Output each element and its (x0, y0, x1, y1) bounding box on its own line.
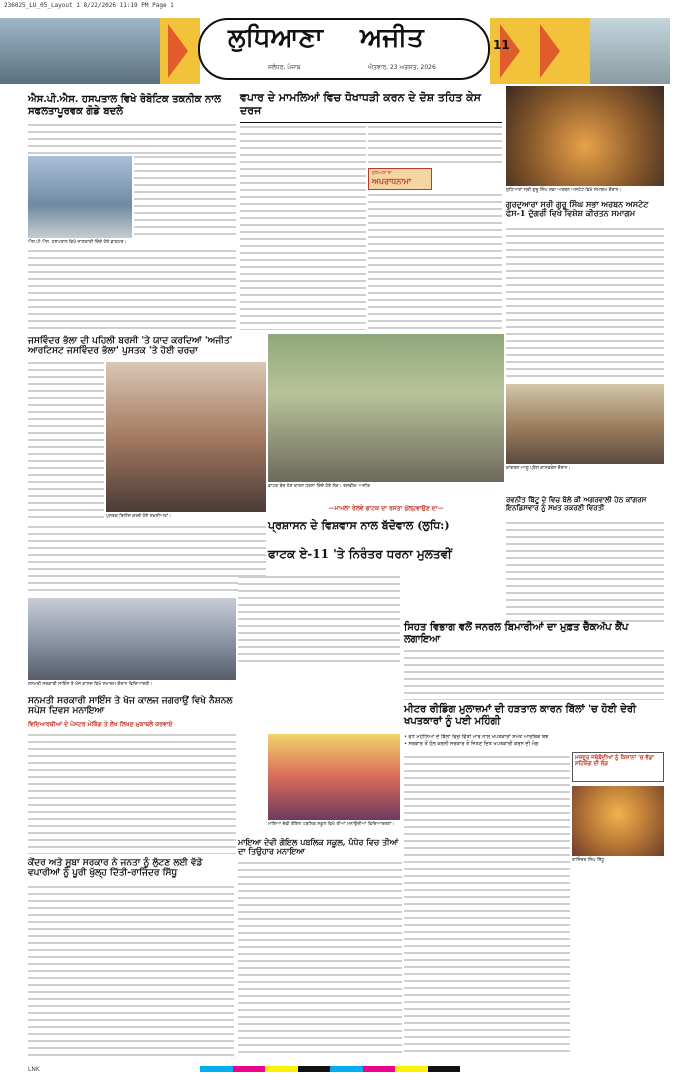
robotic-body (28, 124, 236, 154)
masthead-city-title: ਲੁਧਿਆਣਾ (228, 23, 323, 53)
footer-left: LNK (28, 1066, 40, 1073)
boxed-quote-text: ਮਜ਼ਦੂਰ ਜਥੇਬੰਦੀਆਂ ਨੂੰ ਕਿਸਾਨਾਂ 'ਚ ਵੱਡਾ ਸਹਿਯੋਗ ਦੀ ਲੋੜ (575, 755, 654, 768)
meter-headline: ਮੀਟਰ ਰੀਡਿੰਗ ਮੁਲਾਜ਼ਮਾਂ ਦੀ ਹੜਤਾਲ ਕਾਰਨ ਬਿੱਲਾਂ 'ਚ ਹੋਈ ਦੇਰੀ ਖਪਤਕਾਰਾਂ ਨੂੰ ਪਈ ਮਹਿੰਗੀ (404, 704, 637, 727)
book-body (28, 362, 104, 522)
print-line: 236025_LU_05_Layout 1 8/22/2026 11:19 PM Page 1 (4, 2, 174, 9)
book-headline: ਜਸਵਿੰਦਰ ਭੱਲਾ ਦੀ ਪਹਿਲੀ ਬਰਸੀ 'ਤੇ ਯਾਦ ਕਰਦਿਆਂ 'ਅਜੀਤ' ਆਰਟਿਸਟ ਜਸਵਿੰਦਰ ਭੱਲਾ' ਪੁਸਤਕ 'ਤੇ ਹੋਈ ਚਰਚਾ (28, 336, 233, 357)
science-photo (28, 598, 236, 680)
crime-label: ਅਪਰਾਧਨਾਮਾ (372, 176, 412, 186)
protest-body (238, 576, 400, 666)
protest-photo (268, 334, 504, 482)
fraud-body-3 (368, 194, 502, 330)
protest-headline-2: ਫਾਟਕ ਏ-11 'ਤੇ ਨਿਰੰਤਰ ਧਰਨਾ ਮੁਲਤਵੀਂ (268, 547, 452, 561)
gurdwara-body (506, 228, 664, 378)
congress-headline: ਰਵਨੀਤ ਬਿੱਟੂ ਦੇ ਵਿਚ ਬੋਲੇ ਕੀ ਅਗਰਵਾਲੀ ਹੇਠ ਕਾਂਗਰਸ ਇਨਡਿਸਵਾਰ ਨੂੰ ਸਖ਼ਤ ਰਕਰਣੀ ਵਿਰਤੀ (506, 495, 647, 513)
centre-body (28, 886, 234, 1058)
meter-bullets: • ਵਧੇ ਮਹੀਨਿਆਂ ਦੇ ਬਿੱਲਾਂ ਵਿਚੋਂ ਵਿੱਤੀ ਮਾਰ ਨਾਲ ਖਪਤਕਾਰਾਂ ਸਮੇਤ ਆਰਥਿਕ ਬੋਝ • ਸਰਕਾਰ ਤੋਂ ਹੱਲ ਕਰਨੀ ਸਰਕਾਰ ਤੋਂ ਜਿਤਣ ਦਿਤ ਖਪਤਕਾਰੀ ਕਰਨ ਦੀ ਮੰਗ (404, 734, 549, 748)
divider (240, 122, 502, 123)
science-caption: ਸਨਮਤੀ ਸਰਕਾਰੀ ਸਾਇੰਸ ਤੇ ਖੋਜ ਕਾਲਜ ਵਿਖੇ ਸਮਾਗਮ ਦੌਰਾਨ ਵਿਦਿਆਰਥੀ। (28, 682, 153, 687)
book-body-2 (28, 526, 266, 596)
boxed-quote (572, 752, 664, 782)
fraud-body (240, 126, 366, 330)
gurdwara-photo (506, 86, 664, 186)
crime-logo (368, 168, 432, 190)
crime-sub: ਲੁਧਿਆਣਾ ਦਾ (372, 170, 392, 175)
color-registration-bar (200, 1066, 460, 1072)
health-body (404, 650, 664, 700)
congress-body (506, 522, 664, 622)
gurdwara-caption: ਲੁਧਿਆਣਾ ਸ੍ਰੀ ਗੁਰੂ ਸਿੰਘ ਸਭਾ ਅਰਬਨ ਅਸਟੇਟ ਵਿਖੇ ਸਮਾਗਮ ਦੌਰਾਨ। (506, 188, 622, 193)
fraud-body-2 (368, 126, 502, 166)
gurdwara-headline: ਗੁਰਦੁਆਰਾ ਸ੍ਰੀ ਗੁਰੂ ਸਿੰਘ ਸਭਾ ਅਰਬਨ ਅਸਟੇਟ ਫੇਸ-1 ਦੁੱਗਰੀ ਵਿਖੇ ਵਿਸ਼ੇਸ਼ ਕੀਰਤਨ ਸਮਾਗਮ (506, 199, 649, 219)
portrait-caption: ਰਾਜਿੰਦਰ ਸਿੰਘ ਸਿੱਧੂ (572, 858, 605, 863)
robotic-body-2 (134, 156, 236, 238)
book-release-photo (106, 362, 266, 512)
masthead-subtitle: ਜਲੰਧਰ, ਪੰਜਾਬ (268, 64, 301, 71)
robotic-headline: ਐਸ.ਪੀ.ਐਸ. ਹਸਪਤਾਲ ਵਿਖੇ ਰੋਬੋਟਿਕ ਤਕਨੀਕ ਨਾਲ ਸਫਲਤਾਪੂਰਵਕ ਗੋਡੇ ਬਦਲੇ (28, 94, 221, 117)
page-number: 11 (493, 38, 510, 52)
masthead-date: ਐਤਵਾਰ, 23 ਅਗਸਤ, 2026 (368, 64, 436, 71)
school-body (238, 862, 402, 1058)
centre-headline: ਕੇਂਦਰ ਅਤੇ ਸੂਬਾ ਸਰਕਾਰ ਨੇ ਜਨਤਾ ਨੂੰ ਲੁੱਟਣ ਲਈ ਵੱਡੇ ਵਪਾਰੀਆਂ ਨੂੰ ਪੂਰੀ ਖੁੱਲ੍ਹ ਦਿੱਤੀ-ਰਾਜਿੰਦਰ ਸਿੱਧੂ (28, 858, 203, 879)
robotic-body-3 (28, 250, 236, 330)
school-photo (268, 734, 400, 820)
masthead (198, 18, 490, 80)
science-headline: ਸਨਮਤੀ ਸਰਕਾਰੀ ਸਾਇੰਸ ਤੇ ਖੋਜ ਕਾਲਜ ਜਗਰਾਉਂ ਵਿਖੇ ਨੈਸ਼ਨਲ ਸਪੇਸ ਦਿਵਸ ਮਨਾਇਆ (28, 696, 233, 717)
fraud-headline: ਵਪਾਰ ਦੇ ਮਾਮਲਿਆਂ ਵਿਚ ਧੋਖਾਧੜੀ ਕਰਨ ਦੇ ਦੋਸ਼ ਤਹਿਤ ਕੇਸ ਦਰਜ (240, 91, 481, 117)
protest-kicker: —ਮਾਮਲਾ ਰੇਲਵੇ ਫਾਟਕ ਦਾ ਰਸਤਾ ਖੁੱਲ੍ਹਵਾਉਣ ਦਾ— (328, 505, 444, 512)
portrait-photo (572, 786, 664, 856)
protest-caption: ਫਾਟਕ ਬੰਦ ਹੋਣ ਕਾਰਨ ਧਰਨਾ ਦਿੰਦੇ ਹੋਏ ਲੋਕ। ਤਸਵੀਰ: ਅਜੀਤ (268, 484, 370, 489)
protest-headline-1: ਪ੍ਰਸ਼ਾਸਨ ਦੇ ਵਿਸ਼ਵਾਸ ਨਾਲ ਬੱਦੋਵਾਲ (ਲੁਧਿ:) (268, 519, 450, 532)
congress-caption: ਕਾਂਗਰਸ ਆਗੂ ਪ੍ਰੈਸ ਕਾਨਫਰੰਸ ਦੌਰਾਨ। (506, 466, 571, 471)
hospital-photo (28, 156, 132, 238)
congress-photo (506, 384, 664, 464)
school-caption: ਮਾਇਆ ਦੇਵੀ ਗੋਇਲ ਪਬਲਿਕ ਸਕੂਲ ਵਿਖੇ ਤੀਆਂ ਮਨਾਉਂਦੀਆਂ ਵਿਦਿਆਰਥਣਾਂ। (268, 822, 395, 827)
science-body (28, 734, 236, 854)
science-sub: ਵਿਦਿਆਰਥੀਆਂ ਦੇ ਪੋਸਟਰ ਮੇਕਿੰਗ ਤੇ ਲੇਖ ਲਿਖਣ ਮੁਕਾਬਲੇ ਕਰਵਾਏ (28, 721, 173, 728)
robotic-caption: ਐਸ.ਪੀ.ਐਸ. ਹਸਪਤਾਲ ਵਿਖੇ ਜਾਣਕਾਰੀ ਦਿੰਦੇ ਹੋਏ ਡਾਕਟਰ। (28, 240, 127, 245)
meter-body (404, 756, 570, 1056)
school-headline: ਮਾਇਆ ਦੇਵੀ ਗੋਇਲ ਪਬਲਿਕ ਸਕੂਲ, ਪੰਧੇਰ ਵਿਚ ਤੀਆਂ ਦਾ ਤਿਉਹਾਰ ਮਨਾਇਆ (238, 837, 399, 857)
masthead-paper-title: ਅਜੀਤ (360, 23, 424, 53)
health-headline: ਸਿਹਤ ਵਿਭਾਗ ਵਲੋਂ ਜਨਰਲ ਬਿਮਾਰੀਆਂ ਦਾ ਮੁਫ਼ਤ ਚੈੱਕਅੱਪ ਕੈਂਪ ਲਗਾਇਆ (404, 622, 629, 645)
book-caption: ਪੁਸਤਕ ਰਿਲੀਜ਼ ਕਰਦੇ ਹੋਏ ਸ਼ਖ਼ਸੀਅਤਾਂ। (106, 514, 171, 519)
